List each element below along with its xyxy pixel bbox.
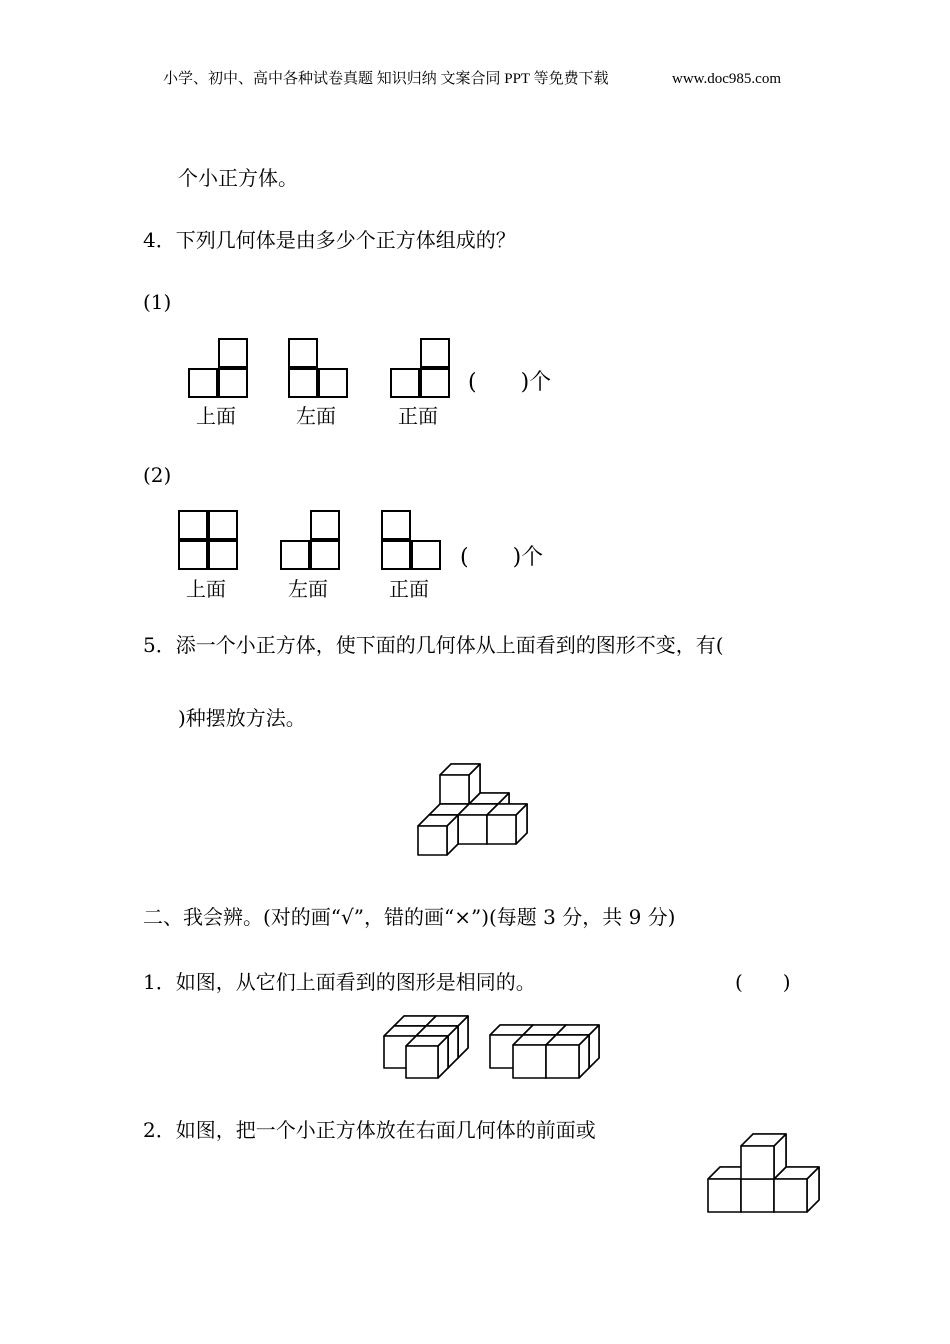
judge2-cubes [708, 1134, 819, 1212]
cube-face [418, 826, 447, 855]
continued-text: 个小正方体。 [178, 166, 298, 190]
header-url[interactable]: www.doc985.com [672, 71, 782, 87]
judge1-right-cubes [490, 1025, 599, 1078]
cube-face [458, 815, 487, 844]
view-label-top: 上面 [186, 577, 226, 601]
cube-face [741, 1179, 774, 1212]
section-2-title: 二、我会辨。(对的画“√”，错的画“×”)(每题 3 分，共 9 分) [143, 905, 676, 929]
cube-face [487, 815, 516, 844]
part-1-label: (1) [143, 290, 172, 314]
part-2-label: (2) [143, 463, 172, 487]
question-4: 4．下列几何体是由多少个正方体组成的？ [143, 228, 516, 252]
view-label-left: 左面 [288, 577, 328, 601]
view-label-front: 正面 [389, 577, 429, 601]
view-label-left: 左面 [296, 404, 336, 428]
header-text: 小学、初中、高中各种试卷真题 知识归纳 文案合同 PPT 等免费下载 [163, 71, 609, 87]
question-5-cont: )种摆放方法。 [178, 706, 306, 730]
judge1-left-cubes [384, 1016, 468, 1078]
judge-1: 1．如图，从它们上面看到的图形是相同的。 [143, 970, 536, 994]
cube-face [708, 1179, 741, 1212]
cube-face [741, 1146, 774, 1179]
question-5: 5．添一个小正方体，使下面的几何体从上面看到的图形不变，有( [143, 633, 724, 657]
cube-face [546, 1045, 579, 1078]
cube-face [440, 775, 469, 804]
cube-face [406, 1046, 438, 1078]
cube-face [774, 1179, 807, 1212]
q5-cubes [418, 764, 527, 855]
view-label-front: 正面 [398, 404, 438, 428]
judge-2: 2．如图，把一个小正方体放在右面几何体的前面或 [143, 1118, 596, 1142]
view-label-top: 上面 [196, 404, 236, 428]
judge-1-blank[interactable]: ( ) [735, 970, 791, 994]
answer-blank-1[interactable]: ( )个 [468, 370, 552, 395]
answer-blank-2[interactable]: ( )个 [460, 545, 544, 570]
cube-face [513, 1045, 546, 1078]
